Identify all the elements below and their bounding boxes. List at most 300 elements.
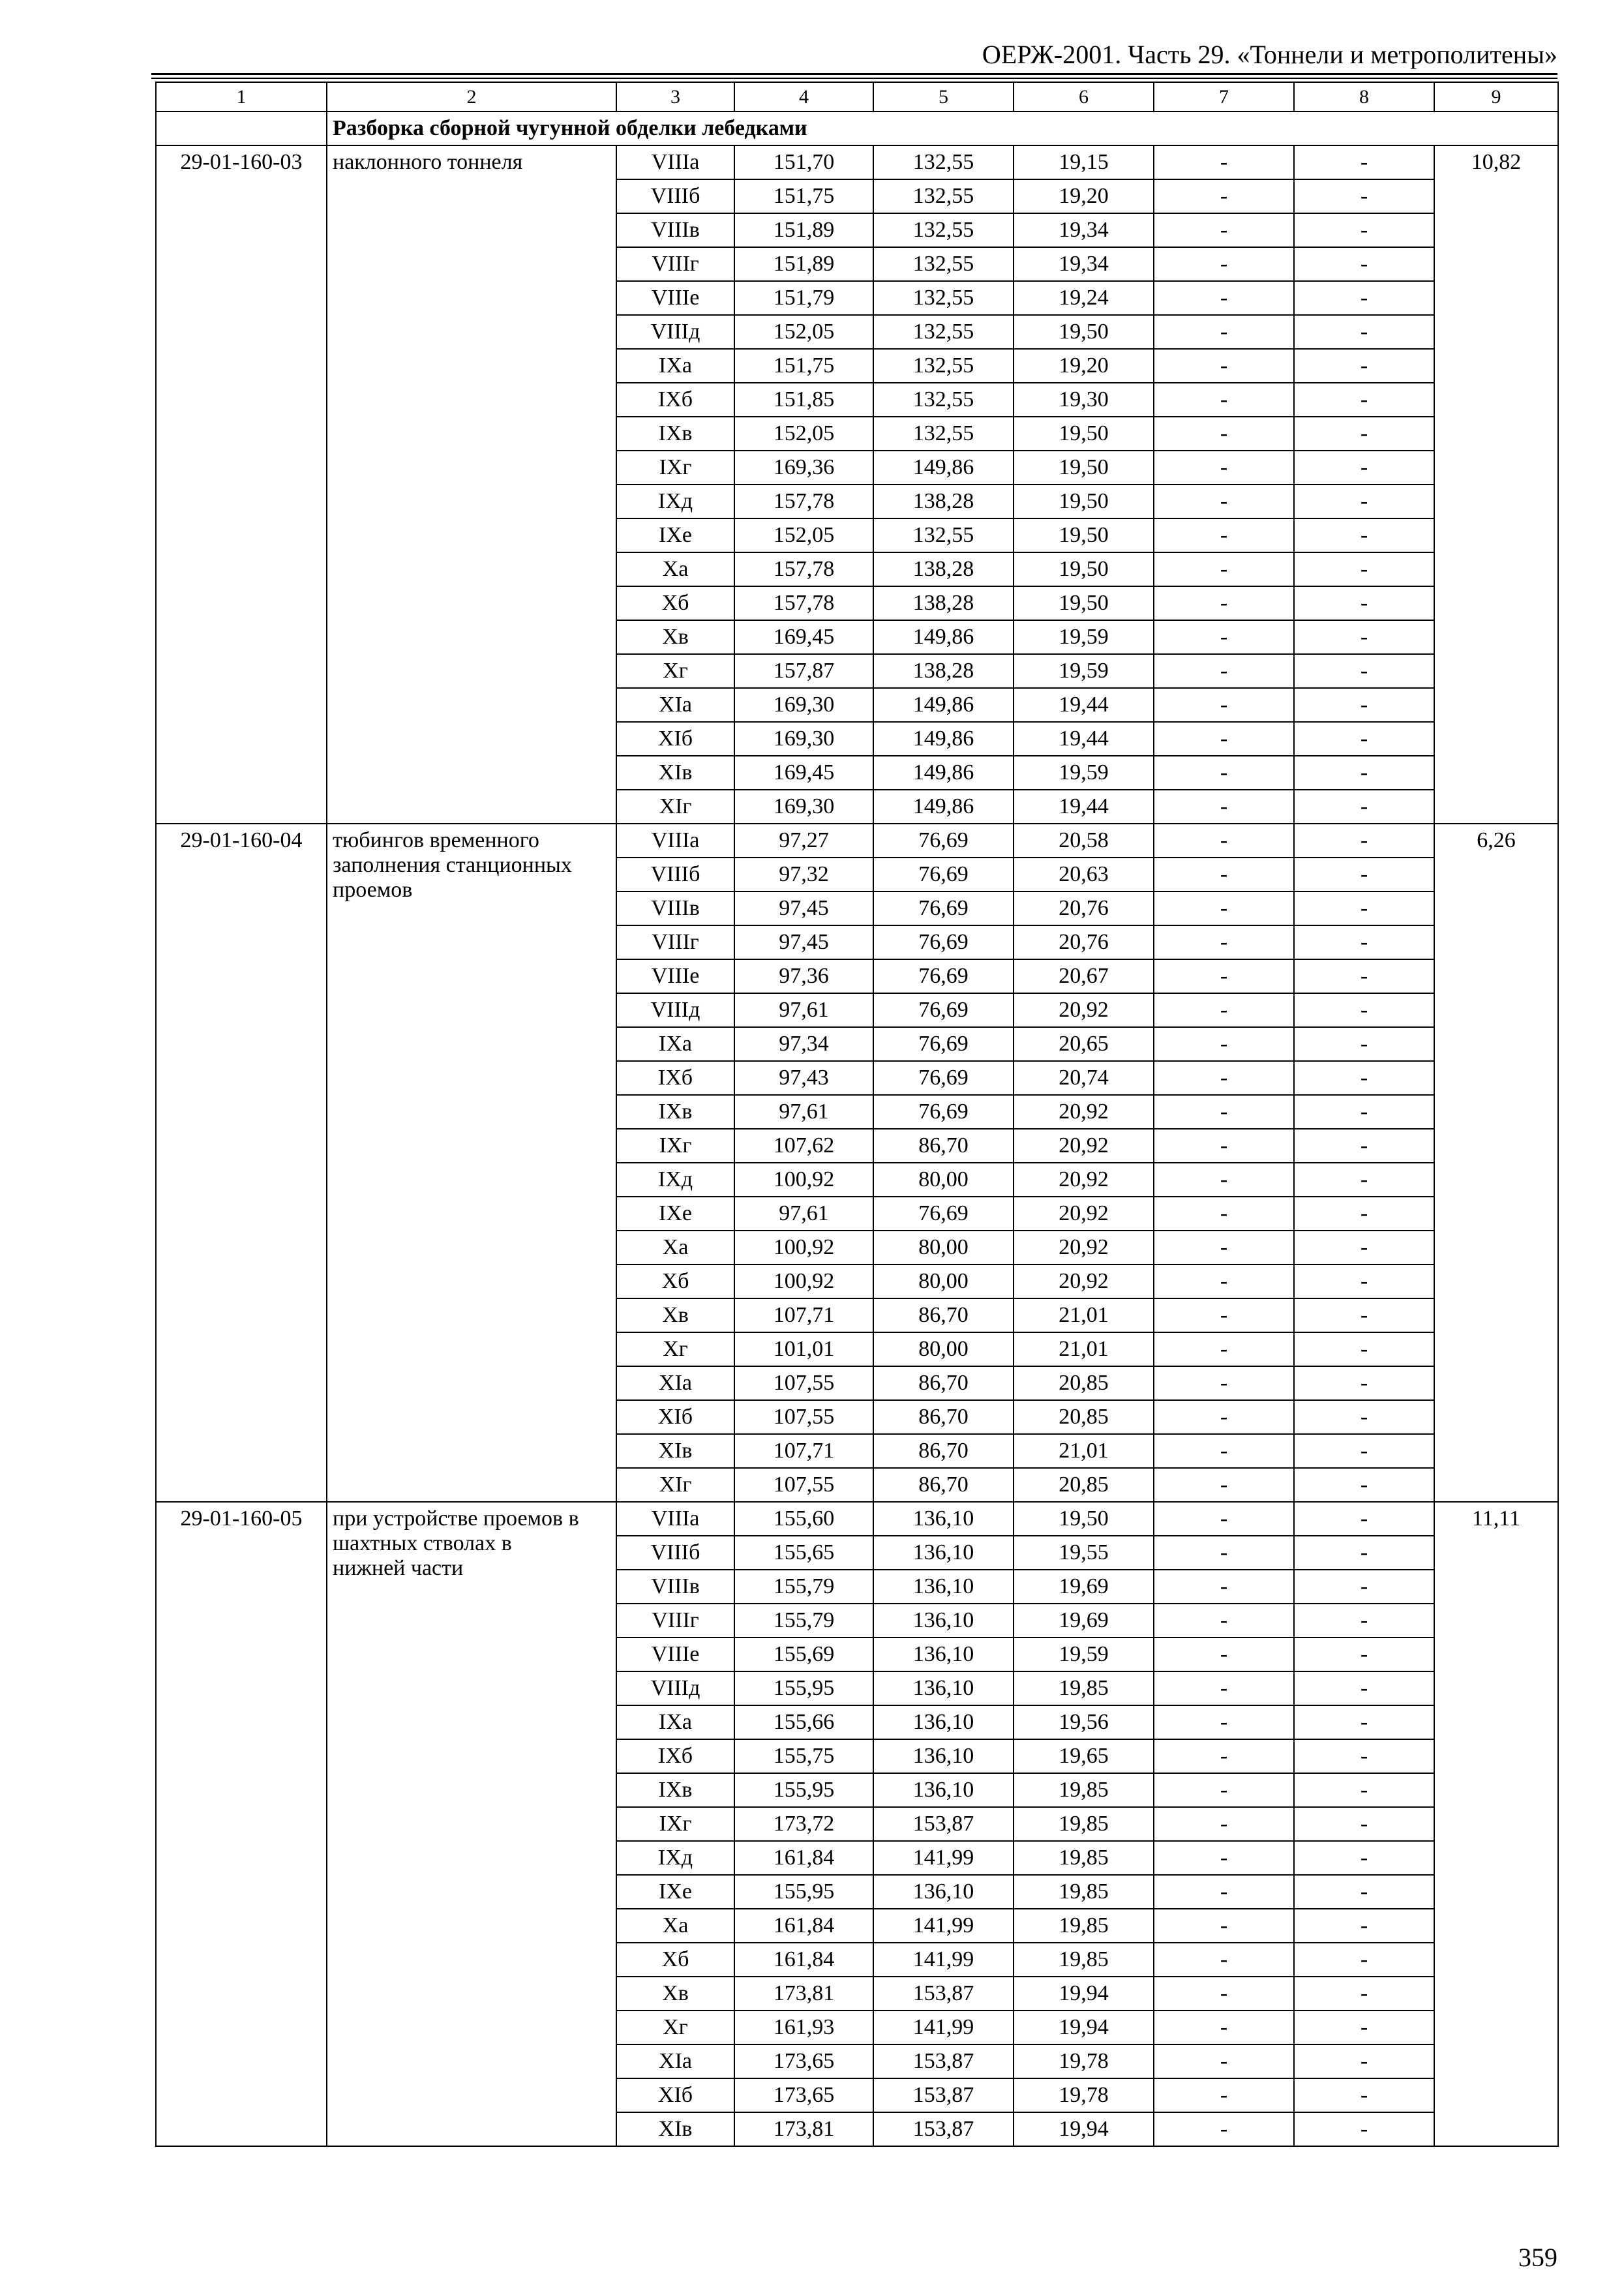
column-number-cell: 8 bbox=[1294, 82, 1434, 112]
total-cost-cell: 107,71 bbox=[734, 1298, 873, 1332]
rate-code-cell: 29-01-160-03 bbox=[156, 145, 327, 824]
labor-hours-cell: 10,82 bbox=[1434, 145, 1558, 824]
work-name-line: нижней части bbox=[333, 1556, 464, 1580]
col8-cell: - bbox=[1294, 824, 1434, 858]
total-cost-cell: 152,05 bbox=[734, 315, 873, 349]
machine-cost-cell: 19,50 bbox=[1014, 1502, 1154, 1536]
labor-cost-cell: 76,69 bbox=[873, 858, 1014, 891]
col8-cell: - bbox=[1294, 1366, 1434, 1400]
col8-cell: - bbox=[1294, 1095, 1434, 1129]
resource-class-cell: VIIIб bbox=[616, 1536, 734, 1570]
col7-cell: - bbox=[1154, 1705, 1294, 1739]
machine-cost-cell: 19,85 bbox=[1014, 1807, 1154, 1841]
total-cost-cell: 161,84 bbox=[734, 1909, 873, 1943]
machine-cost-cell: 21,01 bbox=[1014, 1298, 1154, 1332]
resource-class-cell: IXе bbox=[616, 1875, 734, 1909]
section-title-row bbox=[156, 112, 1558, 145]
total-cost-cell: 173,65 bbox=[734, 2078, 873, 2112]
labor-cost-cell: 153,87 bbox=[873, 2044, 1014, 2078]
resource-class-cell: VIIIе bbox=[616, 281, 734, 315]
column-number-cell: 7 bbox=[1154, 82, 1294, 112]
machine-cost-cell: 19,59 bbox=[1014, 620, 1154, 654]
machine-cost-cell: 19,85 bbox=[1014, 1909, 1154, 1943]
col7-cell: - bbox=[1154, 552, 1294, 586]
col8-cell: - bbox=[1294, 925, 1434, 959]
col7-cell: - bbox=[1154, 756, 1294, 790]
rates-table-body bbox=[156, 82, 1558, 2146]
col7-cell: - bbox=[1154, 2112, 1294, 2146]
section-title: Разборка сборной чугунной обделки лебедками bbox=[327, 112, 1558, 145]
col8-cell: - bbox=[1294, 485, 1434, 518]
col7-cell: - bbox=[1154, 790, 1294, 824]
labor-cost-cell: 149,86 bbox=[873, 722, 1014, 756]
col8-cell: - bbox=[1294, 518, 1434, 552]
labor-cost-cell: 153,87 bbox=[873, 1977, 1014, 2011]
resource-class-cell: IXв bbox=[616, 417, 734, 451]
labor-cost-cell: 136,10 bbox=[873, 1773, 1014, 1807]
machine-cost-cell: 19,44 bbox=[1014, 722, 1154, 756]
machine-cost-cell: 19,85 bbox=[1014, 1671, 1154, 1705]
total-cost-cell: 97,36 bbox=[734, 959, 873, 993]
col7-cell: - bbox=[1154, 1027, 1294, 1061]
resource-class-cell: VIIIа bbox=[616, 1502, 734, 1536]
total-cost-cell: 155,69 bbox=[734, 1638, 873, 1671]
col8-cell: - bbox=[1294, 552, 1434, 586]
resource-class-cell: Xб bbox=[616, 1943, 734, 1977]
resource-class-cell: Xв bbox=[616, 1298, 734, 1332]
total-cost-cell: 97,61 bbox=[734, 1197, 873, 1231]
total-cost-cell: 107,71 bbox=[734, 1434, 873, 1468]
machine-cost-cell: 20,85 bbox=[1014, 1468, 1154, 1502]
col8-cell: - bbox=[1294, 858, 1434, 891]
machine-cost-cell: 19,44 bbox=[1014, 790, 1154, 824]
col7-cell: - bbox=[1154, 485, 1294, 518]
total-cost-cell: 152,05 bbox=[734, 518, 873, 552]
rate-code-cell: 29-01-160-04 bbox=[156, 824, 327, 1502]
labor-cost-cell: 136,10 bbox=[873, 1604, 1014, 1638]
total-cost-cell: 173,65 bbox=[734, 2044, 873, 2078]
total-cost-cell: 151,75 bbox=[734, 179, 873, 213]
machine-cost-cell: 19,20 bbox=[1014, 179, 1154, 213]
col8-cell: - bbox=[1294, 1570, 1434, 1604]
total-cost-cell: 161,93 bbox=[734, 2011, 873, 2044]
resource-class-cell: VIIIг bbox=[616, 925, 734, 959]
rate-code-cell: 29-01-160-05 bbox=[156, 1502, 327, 2146]
col8-cell: - bbox=[1294, 654, 1434, 688]
total-cost-cell: 97,61 bbox=[734, 1095, 873, 1129]
resource-class-cell: XIг bbox=[616, 790, 734, 824]
col7-cell: - bbox=[1154, 586, 1294, 620]
machine-cost-cell: 20,92 bbox=[1014, 1095, 1154, 1129]
machine-cost-cell: 19,50 bbox=[1014, 451, 1154, 485]
labor-cost-cell: 76,69 bbox=[873, 1095, 1014, 1129]
total-cost-cell: 169,45 bbox=[734, 756, 873, 790]
column-number-cell: 4 bbox=[734, 82, 873, 112]
machine-cost-cell: 20,92 bbox=[1014, 1129, 1154, 1163]
col7-cell: - bbox=[1154, 1638, 1294, 1671]
resource-class-cell: Xб bbox=[616, 586, 734, 620]
machine-cost-cell: 20,67 bbox=[1014, 959, 1154, 993]
labor-cost-cell: 76,69 bbox=[873, 1061, 1014, 1095]
total-cost-cell: 107,55 bbox=[734, 1366, 873, 1400]
col7-cell: - bbox=[1154, 1366, 1294, 1400]
resource-class-cell: IXг bbox=[616, 1129, 734, 1163]
labor-hours-cell: 11,11 bbox=[1434, 1502, 1558, 2146]
col7-cell: - bbox=[1154, 1468, 1294, 1502]
total-cost-cell: 100,92 bbox=[734, 1231, 873, 1264]
table-row bbox=[156, 145, 1558, 179]
col8-cell: - bbox=[1294, 1231, 1434, 1264]
machine-cost-cell: 20,85 bbox=[1014, 1366, 1154, 1400]
col8-cell: - bbox=[1294, 1298, 1434, 1332]
labor-hours-cell: 6,26 bbox=[1434, 824, 1558, 1502]
col8-cell: - bbox=[1294, 2011, 1434, 2044]
machine-cost-cell: 19,94 bbox=[1014, 1977, 1154, 2011]
total-cost-cell: 157,87 bbox=[734, 654, 873, 688]
labor-cost-cell: 136,10 bbox=[873, 1671, 1014, 1705]
resource-class-cell: VIIIд bbox=[616, 993, 734, 1027]
col8-cell: - bbox=[1294, 1264, 1434, 1298]
resource-class-cell: Xг bbox=[616, 654, 734, 688]
col8-cell: - bbox=[1294, 1604, 1434, 1638]
labor-cost-cell: 80,00 bbox=[873, 1332, 1014, 1366]
col8-cell: - bbox=[1294, 1638, 1434, 1671]
resource-class-cell: IXд bbox=[616, 1163, 734, 1197]
resource-class-cell: Xб bbox=[616, 1264, 734, 1298]
resource-class-cell: VIIIа bbox=[616, 145, 734, 179]
col8-cell: - bbox=[1294, 1061, 1434, 1095]
section-title-spacer bbox=[156, 112, 327, 145]
col7-cell: - bbox=[1154, 1061, 1294, 1095]
col7-cell: - bbox=[1154, 1197, 1294, 1231]
col7-cell: - bbox=[1154, 145, 1294, 179]
resource-class-cell: IXб bbox=[616, 383, 734, 417]
labor-cost-cell: 132,55 bbox=[873, 145, 1014, 179]
labor-cost-cell: 86,70 bbox=[873, 1400, 1014, 1434]
machine-cost-cell: 19,24 bbox=[1014, 281, 1154, 315]
col8-cell: - bbox=[1294, 2078, 1434, 2112]
machine-cost-cell: 19,59 bbox=[1014, 1638, 1154, 1671]
total-cost-cell: 97,43 bbox=[734, 1061, 873, 1095]
col8-cell: - bbox=[1294, 1163, 1434, 1197]
total-cost-cell: 107,55 bbox=[734, 1400, 873, 1434]
total-cost-cell: 100,92 bbox=[734, 1163, 873, 1197]
total-cost-cell: 151,79 bbox=[734, 281, 873, 315]
machine-cost-cell: 19,50 bbox=[1014, 485, 1154, 518]
labor-cost-cell: 76,69 bbox=[873, 891, 1014, 925]
total-cost-cell: 173,81 bbox=[734, 2112, 873, 2146]
machine-cost-cell: 19,69 bbox=[1014, 1604, 1154, 1638]
labor-cost-cell: 132,55 bbox=[873, 179, 1014, 213]
machine-cost-cell: 19,50 bbox=[1014, 417, 1154, 451]
col8-cell: - bbox=[1294, 451, 1434, 485]
resource-class-cell: VIIIа bbox=[616, 824, 734, 858]
column-number-cell: 3 bbox=[616, 82, 734, 112]
labor-cost-cell: 76,69 bbox=[873, 824, 1014, 858]
total-cost-cell: 155,66 bbox=[734, 1705, 873, 1739]
resource-class-cell: IXд bbox=[616, 1841, 734, 1875]
col7-cell: - bbox=[1154, 1604, 1294, 1638]
col8-cell: - bbox=[1294, 1739, 1434, 1773]
work-name-line: заполнения станционных bbox=[333, 853, 572, 877]
col7-cell: - bbox=[1154, 179, 1294, 213]
total-cost-cell: 101,01 bbox=[734, 1332, 873, 1366]
labor-cost-cell: 136,10 bbox=[873, 1705, 1014, 1739]
col7-cell: - bbox=[1154, 858, 1294, 891]
total-cost-cell: 169,45 bbox=[734, 620, 873, 654]
labor-cost-cell: 149,86 bbox=[873, 756, 1014, 790]
col8-cell: - bbox=[1294, 1468, 1434, 1502]
col8-cell: - bbox=[1294, 2112, 1434, 2146]
col8-cell: - bbox=[1294, 383, 1434, 417]
total-cost-cell: 155,95 bbox=[734, 1671, 873, 1705]
labor-cost-cell: 138,28 bbox=[873, 552, 1014, 586]
col7-cell: - bbox=[1154, 451, 1294, 485]
labor-cost-cell: 132,55 bbox=[873, 213, 1014, 247]
col7-cell: - bbox=[1154, 1909, 1294, 1943]
col8-cell: - bbox=[1294, 1943, 1434, 1977]
total-cost-cell: 157,78 bbox=[734, 552, 873, 586]
col7-cell: - bbox=[1154, 959, 1294, 993]
labor-cost-cell: 132,55 bbox=[873, 417, 1014, 451]
resource-class-cell: Xа bbox=[616, 1231, 734, 1264]
labor-cost-cell: 86,70 bbox=[873, 1434, 1014, 1468]
labor-cost-cell: 76,69 bbox=[873, 1027, 1014, 1061]
labor-cost-cell: 132,55 bbox=[873, 518, 1014, 552]
col7-cell: - bbox=[1154, 1570, 1294, 1604]
col7-cell: - bbox=[1154, 1434, 1294, 1468]
resource-class-cell: IXг bbox=[616, 451, 734, 485]
col7-cell: - bbox=[1154, 2078, 1294, 2112]
machine-cost-cell: 19,50 bbox=[1014, 518, 1154, 552]
col7-cell: - bbox=[1154, 1400, 1294, 1434]
total-cost-cell: 107,62 bbox=[734, 1129, 873, 1163]
total-cost-cell: 155,75 bbox=[734, 1739, 873, 1773]
total-cost-cell: 151,89 bbox=[734, 213, 873, 247]
col8-cell: - bbox=[1294, 756, 1434, 790]
machine-cost-cell: 21,01 bbox=[1014, 1332, 1154, 1366]
resource-class-cell: XIа bbox=[616, 1366, 734, 1400]
col8-cell: - bbox=[1294, 1332, 1434, 1366]
work-name-cell bbox=[327, 1502, 616, 2146]
total-cost-cell: 155,95 bbox=[734, 1773, 873, 1807]
labor-cost-cell: 138,28 bbox=[873, 654, 1014, 688]
work-name-line: шахтных стволах в bbox=[333, 1531, 512, 1555]
total-cost-cell: 100,92 bbox=[734, 1264, 873, 1298]
labor-cost-cell: 149,86 bbox=[873, 688, 1014, 722]
col8-cell: - bbox=[1294, 417, 1434, 451]
machine-cost-cell: 19,50 bbox=[1014, 315, 1154, 349]
resource-class-cell: XIв bbox=[616, 756, 734, 790]
resource-class-cell: IXб bbox=[616, 1739, 734, 1773]
resource-class-cell: Xа bbox=[616, 1909, 734, 1943]
resource-class-cell: Xв bbox=[616, 620, 734, 654]
col8-cell: - bbox=[1294, 959, 1434, 993]
col8-cell: - bbox=[1294, 620, 1434, 654]
resource-class-cell: VIIIб bbox=[616, 858, 734, 891]
resource-class-cell: IXе bbox=[616, 1197, 734, 1231]
col7-cell: - bbox=[1154, 1095, 1294, 1129]
total-cost-cell: 169,30 bbox=[734, 790, 873, 824]
machine-cost-cell: 20,58 bbox=[1014, 824, 1154, 858]
machine-cost-cell: 20,65 bbox=[1014, 1027, 1154, 1061]
labor-cost-cell: 80,00 bbox=[873, 1231, 1014, 1264]
machine-cost-cell: 19,59 bbox=[1014, 654, 1154, 688]
table-row bbox=[156, 1502, 1558, 1536]
machine-cost-cell: 19,59 bbox=[1014, 756, 1154, 790]
labor-cost-cell: 141,99 bbox=[873, 1841, 1014, 1875]
resource-class-cell: XIб bbox=[616, 1400, 734, 1434]
resource-class-cell: XIв bbox=[616, 2112, 734, 2146]
total-cost-cell: 161,84 bbox=[734, 1841, 873, 1875]
rates-table bbox=[155, 82, 1559, 2147]
total-cost-cell: 151,70 bbox=[734, 145, 873, 179]
machine-cost-cell: 20,76 bbox=[1014, 925, 1154, 959]
resource-class-cell: Xв bbox=[616, 1977, 734, 2011]
col8-cell: - bbox=[1294, 1434, 1434, 1468]
page-number: 359 bbox=[1518, 2243, 1557, 2272]
labor-cost-cell: 76,69 bbox=[873, 1197, 1014, 1231]
resource-class-cell: IXа bbox=[616, 349, 734, 383]
work-name-cell bbox=[327, 824, 616, 1502]
labor-cost-cell: 86,70 bbox=[873, 1366, 1014, 1400]
col7-cell: - bbox=[1154, 383, 1294, 417]
machine-cost-cell: 19,50 bbox=[1014, 552, 1154, 586]
resource-class-cell: XIа bbox=[616, 2044, 734, 2078]
col7-cell: - bbox=[1154, 1671, 1294, 1705]
col7-cell: - bbox=[1154, 1129, 1294, 1163]
total-cost-cell: 97,34 bbox=[734, 1027, 873, 1061]
labor-cost-cell: 80,00 bbox=[873, 1163, 1014, 1197]
resource-class-cell: Xг bbox=[616, 2011, 734, 2044]
col7-cell: - bbox=[1154, 213, 1294, 247]
resource-class-cell: IXд bbox=[616, 485, 734, 518]
col7-cell: - bbox=[1154, 1536, 1294, 1570]
labor-cost-cell: 136,10 bbox=[873, 1502, 1014, 1536]
machine-cost-cell: 20,92 bbox=[1014, 1264, 1154, 1298]
total-cost-cell: 169,36 bbox=[734, 451, 873, 485]
running-header-title: ОЕРЖ-2001. Часть 29. «Тоннели и метрополитены» bbox=[982, 40, 1557, 69]
col8-cell: - bbox=[1294, 1807, 1434, 1841]
labor-cost-cell: 80,00 bbox=[873, 1264, 1014, 1298]
col7-cell: - bbox=[1154, 620, 1294, 654]
col7-cell: - bbox=[1154, 1977, 1294, 2011]
resource-class-cell: IXа bbox=[616, 1027, 734, 1061]
col7-cell: - bbox=[1154, 993, 1294, 1027]
labor-cost-cell: 141,99 bbox=[873, 2011, 1014, 2044]
col7-cell: - bbox=[1154, 1807, 1294, 1841]
machine-cost-cell: 19,94 bbox=[1014, 2112, 1154, 2146]
resource-class-cell: XIа bbox=[616, 688, 734, 722]
labor-cost-cell: 138,28 bbox=[873, 586, 1014, 620]
col8-cell: - bbox=[1294, 688, 1434, 722]
work-name-line: тюбингов временного bbox=[333, 828, 539, 852]
total-cost-cell: 97,61 bbox=[734, 993, 873, 1027]
col8-cell: - bbox=[1294, 1400, 1434, 1434]
resource-class-cell: VIIIг bbox=[616, 247, 734, 281]
labor-cost-cell: 141,99 bbox=[873, 1943, 1014, 1977]
labor-cost-cell: 86,70 bbox=[873, 1468, 1014, 1502]
resource-class-cell: XIг bbox=[616, 1468, 734, 1502]
labor-cost-cell: 153,87 bbox=[873, 2078, 1014, 2112]
machine-cost-cell: 19,56 bbox=[1014, 1705, 1154, 1739]
col8-cell: - bbox=[1294, 1773, 1434, 1807]
col8-cell: - bbox=[1294, 1129, 1434, 1163]
machine-cost-cell: 20,92 bbox=[1014, 1231, 1154, 1264]
header-double-rule bbox=[151, 73, 1557, 79]
col7-cell: - bbox=[1154, 1502, 1294, 1536]
resource-class-cell: VIIIв bbox=[616, 1570, 734, 1604]
labor-cost-cell: 136,10 bbox=[873, 1570, 1014, 1604]
resource-class-cell: VIIIд bbox=[616, 1671, 734, 1705]
total-cost-cell: 97,32 bbox=[734, 858, 873, 891]
total-cost-cell: 151,75 bbox=[734, 349, 873, 383]
column-number-cell: 1 bbox=[156, 82, 327, 112]
col8-cell: - bbox=[1294, 315, 1434, 349]
total-cost-cell: 155,79 bbox=[734, 1570, 873, 1604]
col7-cell: - bbox=[1154, 722, 1294, 756]
machine-cost-cell: 19,85 bbox=[1014, 1943, 1154, 1977]
col8-cell: - bbox=[1294, 281, 1434, 315]
col7-cell: - bbox=[1154, 349, 1294, 383]
machine-cost-cell: 19,44 bbox=[1014, 688, 1154, 722]
labor-cost-cell: 136,10 bbox=[873, 1638, 1014, 1671]
labor-cost-cell: 149,86 bbox=[873, 451, 1014, 485]
col8-cell: - bbox=[1294, 722, 1434, 756]
machine-cost-cell: 19,69 bbox=[1014, 1570, 1154, 1604]
work-name-line: наклонного тоннеля bbox=[333, 150, 523, 174]
labor-cost-cell: 136,10 bbox=[873, 1875, 1014, 1909]
col7-cell: - bbox=[1154, 1739, 1294, 1773]
col7-cell: - bbox=[1154, 281, 1294, 315]
table-row bbox=[156, 824, 1558, 858]
labor-cost-cell: 136,10 bbox=[873, 1739, 1014, 1773]
labor-cost-cell: 86,70 bbox=[873, 1129, 1014, 1163]
resource-class-cell: IXг bbox=[616, 1807, 734, 1841]
machine-cost-cell: 20,92 bbox=[1014, 993, 1154, 1027]
resource-class-cell: IXе bbox=[616, 518, 734, 552]
labor-cost-cell: 138,28 bbox=[873, 485, 1014, 518]
resource-class-cell: XIб bbox=[616, 722, 734, 756]
col8-cell: - bbox=[1294, 179, 1434, 213]
machine-cost-cell: 20,85 bbox=[1014, 1400, 1154, 1434]
col8-cell: - bbox=[1294, 1909, 1434, 1943]
total-cost-cell: 155,60 bbox=[734, 1502, 873, 1536]
machine-cost-cell: 19,85 bbox=[1014, 1841, 1154, 1875]
col7-cell: - bbox=[1154, 1163, 1294, 1197]
machine-cost-cell: 21,01 bbox=[1014, 1434, 1154, 1468]
col8-cell: - bbox=[1294, 790, 1434, 824]
col7-cell: - bbox=[1154, 1943, 1294, 1977]
col7-cell: - bbox=[1154, 1841, 1294, 1875]
machine-cost-cell: 20,92 bbox=[1014, 1197, 1154, 1231]
resource-class-cell: VIIIе bbox=[616, 959, 734, 993]
labor-cost-cell: 76,69 bbox=[873, 959, 1014, 993]
machine-cost-cell: 19,34 bbox=[1014, 247, 1154, 281]
labor-cost-cell: 153,87 bbox=[873, 1807, 1014, 1841]
col7-cell: - bbox=[1154, 2044, 1294, 2078]
work-name-cell bbox=[327, 145, 616, 824]
resource-class-cell: VIIIв bbox=[616, 213, 734, 247]
labor-cost-cell: 149,86 bbox=[873, 790, 1014, 824]
col7-cell: - bbox=[1154, 1264, 1294, 1298]
col8-cell: - bbox=[1294, 1841, 1434, 1875]
total-cost-cell: 173,81 bbox=[734, 1977, 873, 2011]
machine-cost-cell: 19,85 bbox=[1014, 1773, 1154, 1807]
machine-cost-cell: 19,15 bbox=[1014, 145, 1154, 179]
machine-cost-cell: 20,63 bbox=[1014, 858, 1154, 891]
resource-class-cell: IXв bbox=[616, 1773, 734, 1807]
